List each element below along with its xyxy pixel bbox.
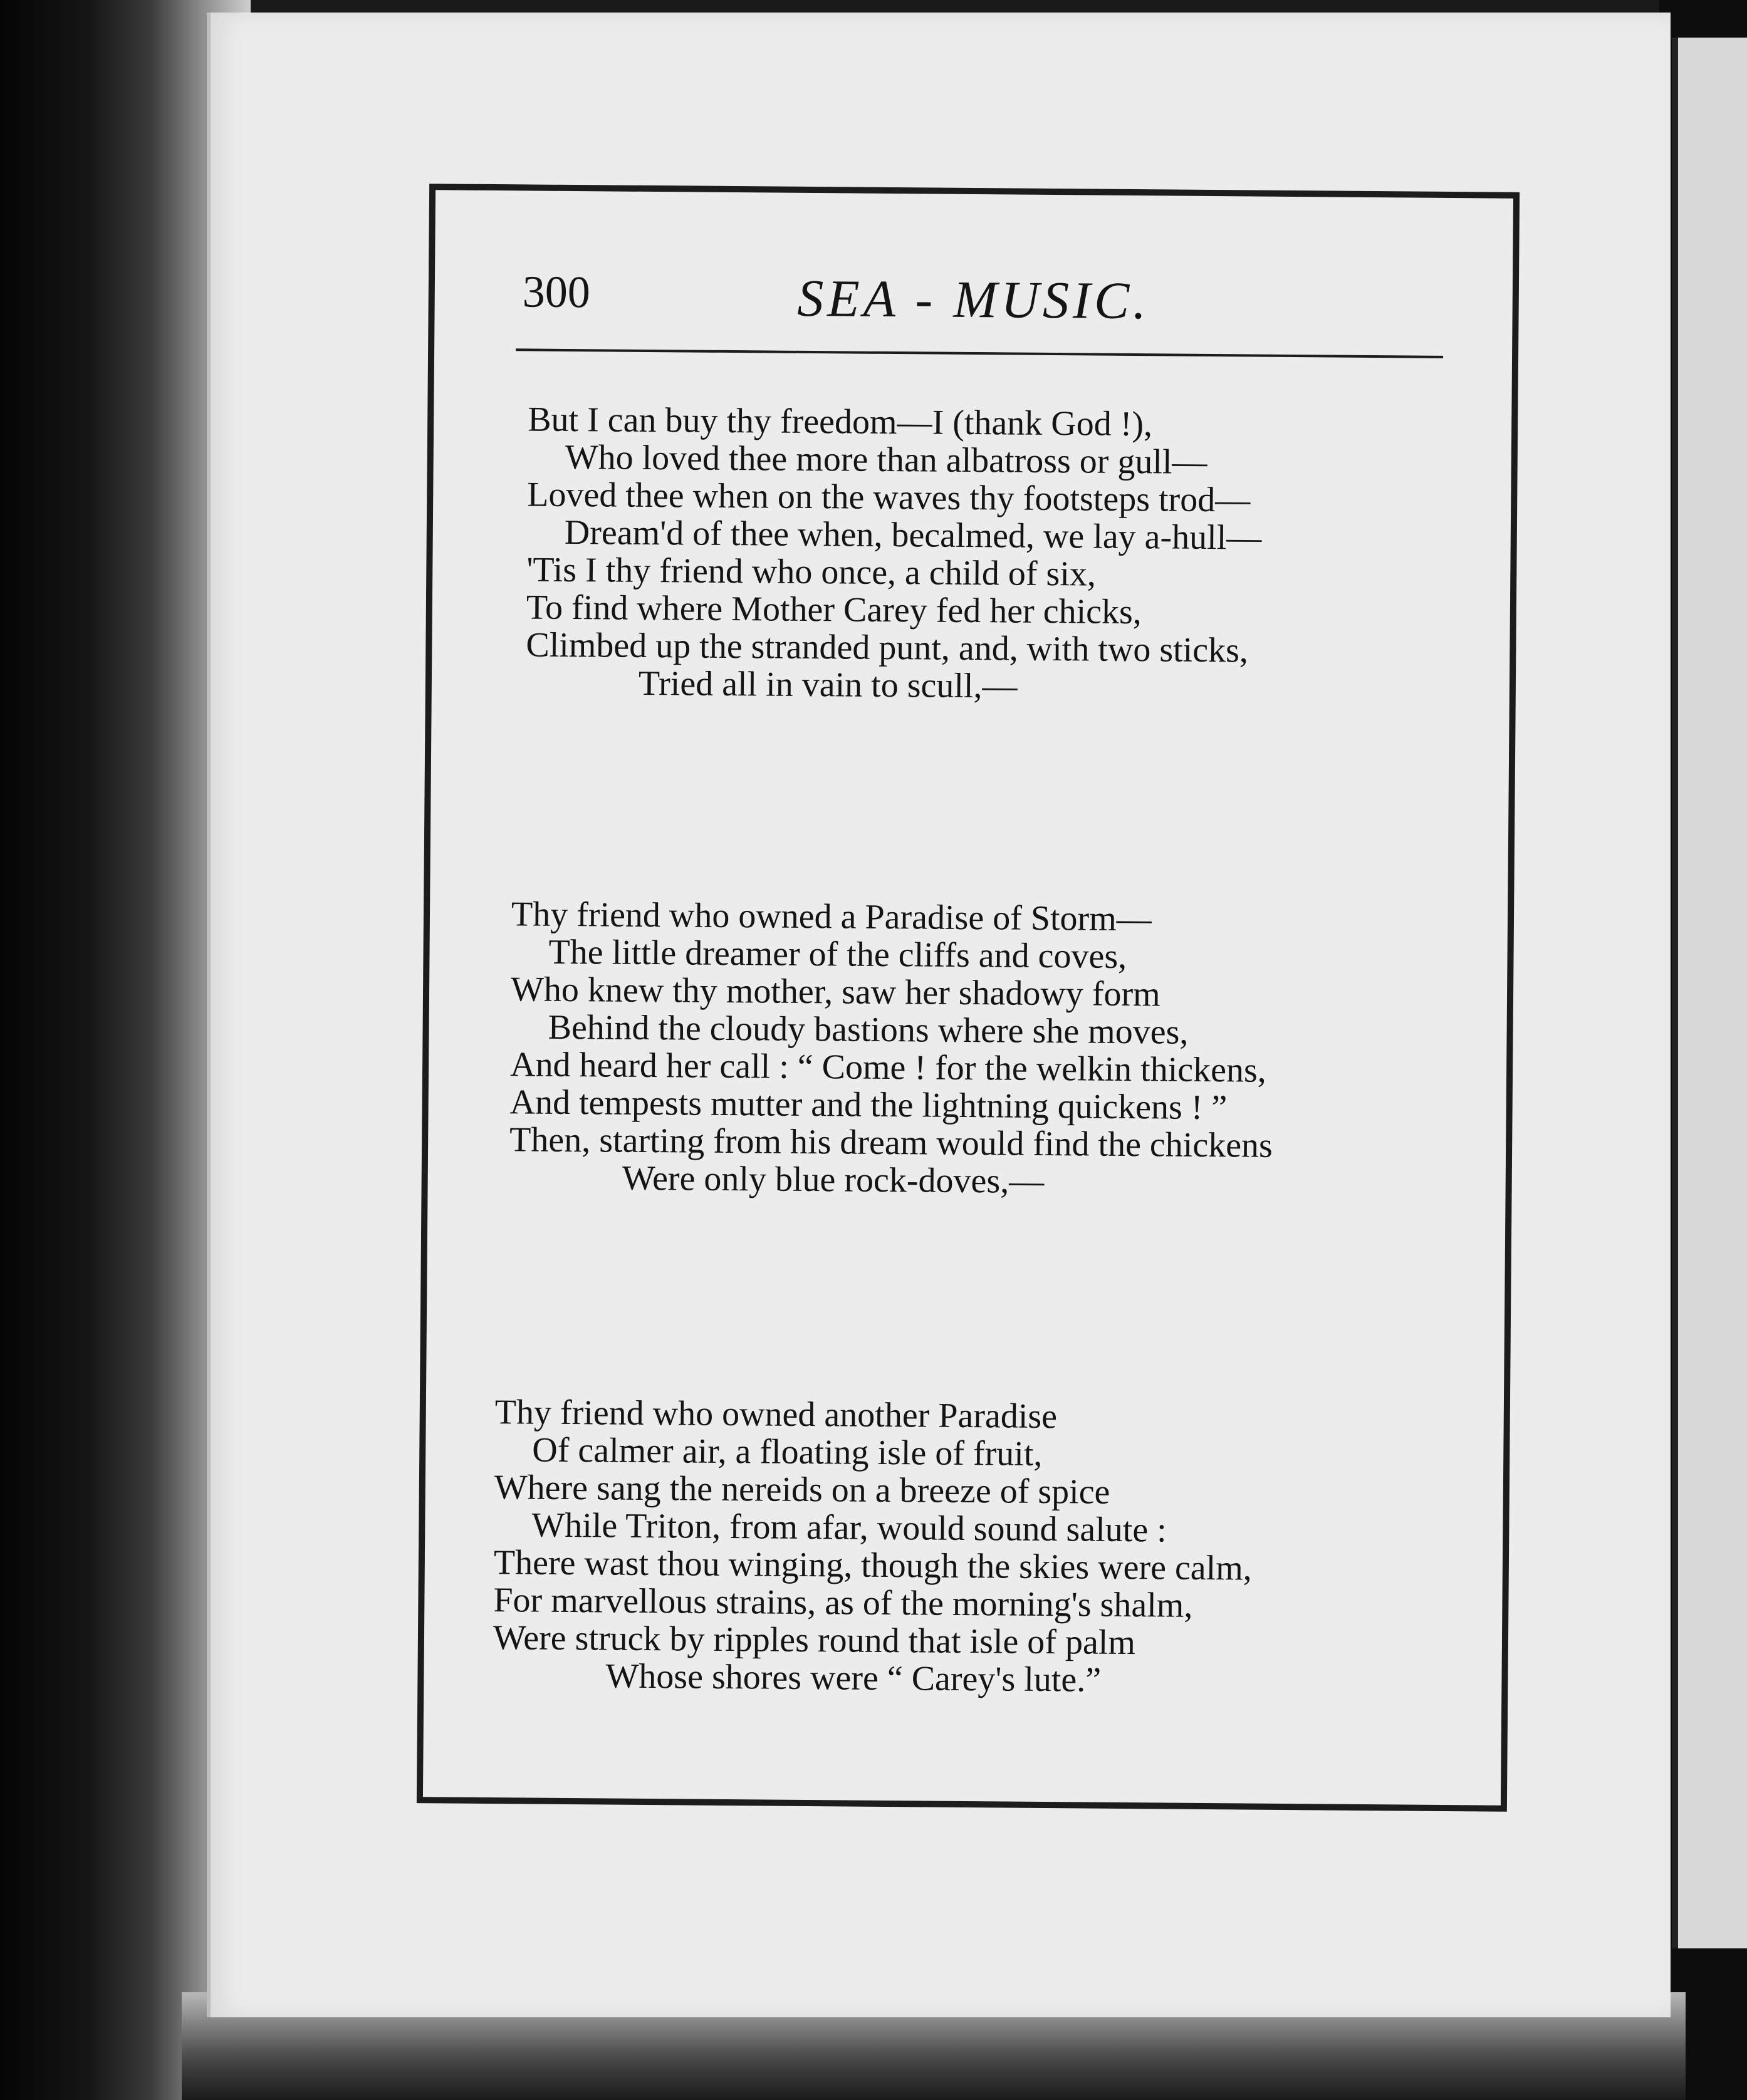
- poem-line: Dream'd of thee when, becalmed, we lay a-hull—: [564, 512, 1262, 558]
- poem-line: Were only blue rock-doves,—: [622, 1158, 1045, 1201]
- poem-line: Who loved thee more than albatross or gull—: [565, 437, 1207, 482]
- running-title: SEA - MUSIC.: [797, 269, 1150, 331]
- poem-line: The little dreamer of the cliffs and coves,: [548, 932, 1127, 976]
- poem-line: And tempests mutter and the lightning quickens ! ”: [509, 1083, 1228, 1128]
- poem-line: Climbed up the stranded punt, and, with two sticks,: [526, 625, 1249, 670]
- poem-line: Thy friend who owned another Paradise: [494, 1393, 1058, 1437]
- poem-line: And heard her call : “ Come ! for the welkin thickens,: [509, 1045, 1267, 1090]
- page-number: 300: [522, 266, 591, 318]
- poem-line: While Triton, from afar, would sound salute :: [531, 1505, 1167, 1550]
- poem-line: To find where Mother Carey fed her chicks,: [526, 588, 1142, 632]
- poem-line: There wast thou winging, though the skies were calm,: [493, 1543, 1253, 1588]
- poem-line: Thy friend who owned a Paradise of Storm—: [511, 895, 1152, 939]
- poem-line: Where sang the nereids on a breeze of spice: [494, 1468, 1110, 1512]
- poem-line: Then, starting from his dream would find the chickens: [509, 1120, 1273, 1165]
- header-rule: [516, 348, 1443, 358]
- poem-line: 'Tis I thy friend who once, a child of six,: [526, 550, 1097, 594]
- poem-line: Tried all in vain to scull,—: [638, 663, 1018, 706]
- stanza: [432, 400, 1512, 709]
- poem-line: Loved thee when on the waves thy footsteps trod—: [527, 475, 1251, 520]
- poem-line: Whose shores were “ Carey's lute.”: [605, 1656, 1102, 1700]
- stanza: [424, 1393, 1504, 1702]
- poem-line: Of calmer air, a floating isle of fruit,: [532, 1430, 1043, 1474]
- poem-line: Who knew thy mother, saw her shadowy form: [510, 970, 1160, 1014]
- adjacent-page-edge: [1672, 38, 1747, 1948]
- poem-line: But I can buy thy freedom—I (thank God !),: [527, 400, 1153, 444]
- printed-frame: [417, 184, 1520, 1812]
- poem-line: For marvellous strains, as of the morning's shalm,: [493, 1581, 1193, 1625]
- stanza: [427, 895, 1508, 1203]
- poem-line: Were struck by ripples round that isle of palm: [493, 1618, 1136, 1663]
- poem-line: Behind the cloudy bastions where she moves,: [548, 1007, 1189, 1052]
- page-header: [434, 265, 1513, 349]
